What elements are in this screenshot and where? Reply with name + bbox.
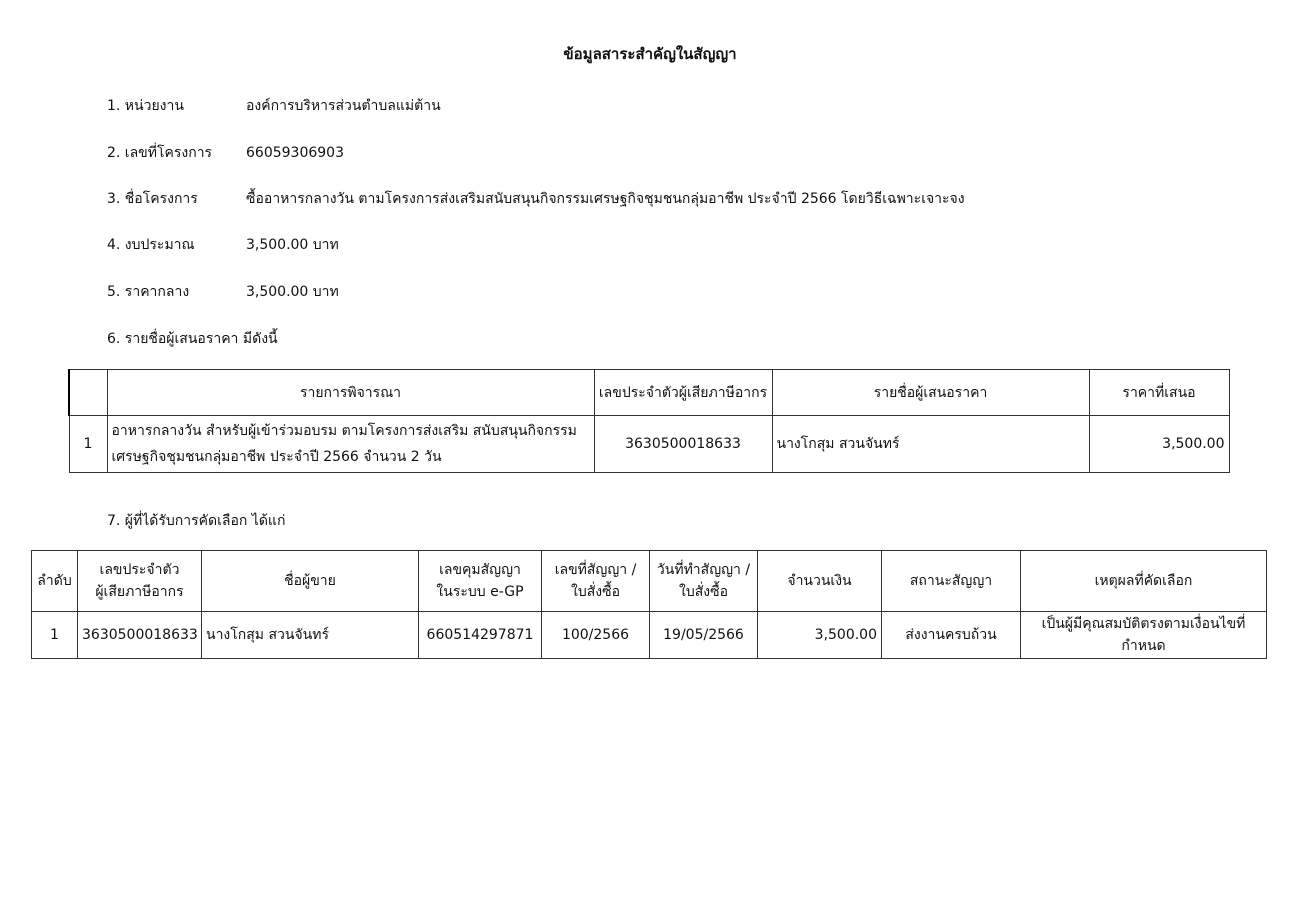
info-label: 4. งบประมาณ: [107, 237, 195, 253]
contract-status: ส่งงานครบถ้วน: [882, 612, 1021, 659]
header-line: ผู้เสียภาษีอากร: [95, 584, 184, 600]
row-number: 1: [32, 612, 78, 659]
column-header: รายการพิจารณา: [107, 370, 594, 416]
column-header: [32, 551, 78, 612]
column-header: [69, 370, 107, 416]
info-value: 3,500.00 บาท: [246, 237, 339, 253]
info-value: ซื้ออาหารกลางวัน ตามโครงการส่งเสริมสนับสนุนกิจกรรมเศรษฐกิจชุมชนกลุ่มอาชีพ ประจำปี 2566 โดยวิธีเฉพาะเจาะจง: [246, 191, 965, 207]
header-line: จำนวนเงิน: [787, 573, 852, 589]
info-label: 5. ราคากลาง: [107, 284, 190, 300]
column-header: [542, 551, 650, 612]
document-title: ข้อมูลสาระสำคัญในสัญญา: [563, 45, 737, 63]
selection-reason: เป็นผู้มีคุณสมบัติตรงตามเงื่อนไขที่กำหนด: [1021, 612, 1267, 659]
column-header: [202, 551, 419, 612]
table-header-row: [32, 551, 1267, 612]
header-line: ชื่อผู้ขาย: [284, 573, 336, 589]
header-line: เลขที่สัญญา /: [554, 562, 637, 578]
column-header: [78, 551, 202, 612]
tax-id: 3630500018633: [78, 612, 202, 659]
column-header: ราคาที่เสนอ: [1089, 370, 1229, 416]
item-description: [107, 416, 594, 473]
header-line: ลำดับ: [37, 573, 72, 589]
column-header: เลขประจำตัวผู้เสียภาษีอากร: [594, 370, 772, 416]
bidder-name: นางโกสุม สวนจันทร์: [772, 416, 1089, 473]
table-row: [69, 416, 1229, 473]
table-header-row: [69, 370, 1229, 416]
info-label: 1. หน่วยงาน: [107, 98, 184, 114]
table-row: [32, 612, 1267, 659]
column-header: [419, 551, 542, 612]
info-label: 3. ชื่อโครงการ: [107, 191, 198, 207]
contract-amount: 3,500.00: [758, 612, 882, 659]
bidders-table: [68, 369, 1230, 473]
seller-name: นางโกสุม สวนจันทร์: [202, 612, 419, 659]
row-number: 1: [69, 416, 107, 473]
header-line: สถานะสัญญา: [909, 573, 993, 589]
column-header: [1021, 551, 1267, 612]
column-header: [650, 551, 758, 612]
column-header: รายชื่อผู้เสนอราคา: [772, 370, 1089, 416]
selected-section-label: 7. ผู้ที่ได้รับการคัดเลือก ได้แก่: [107, 513, 286, 529]
column-header: [758, 551, 882, 612]
selected-table: [31, 550, 1267, 659]
header-line: เลขประจำตัว: [99, 562, 180, 578]
info-label: 2. เลขที่โครงการ: [107, 145, 213, 161]
header-line: ในระบบ e-GP: [436, 584, 524, 600]
offered-price: 3,500.00: [1089, 416, 1229, 473]
header-line: ใบสั่งซื้อ: [678, 584, 728, 600]
item-line: เศรษฐกิจชุมชนกลุ่มอาชีพ ประจำปี 2566 จำนวน 2 วัน: [111, 449, 442, 465]
info-value: องค์การบริหารส่วนตำบลแม่ต้าน: [246, 98, 441, 114]
contract-number: 100/2566: [542, 612, 650, 659]
item-line: อาหารกลางวัน สำหรับผู้เข้าร่วมอบรม ตามโครงการส่งเสริม สนับสนุนกิจกรรม: [111, 423, 577, 439]
contract-date: 19/05/2566: [650, 612, 758, 659]
header-line: ใบสั่งซื้อ: [570, 584, 620, 600]
tax-id: 3630500018633: [594, 416, 772, 473]
header-line: วันที่ทำสัญญา /: [656, 562, 751, 578]
header-line: เหตุผลที่คัดเลือก: [1094, 573, 1193, 589]
header-line: เลขคุมสัญญา: [439, 562, 521, 578]
info-value: 66059306903: [246, 145, 344, 161]
egp-control-number: 660514297871: [419, 612, 542, 659]
bidders-section-label: 6. รายชื่อผู้เสนอราคา มีดังนี้: [107, 331, 278, 347]
column-header: [882, 551, 1021, 612]
info-value: 3,500.00 บาท: [246, 284, 339, 300]
